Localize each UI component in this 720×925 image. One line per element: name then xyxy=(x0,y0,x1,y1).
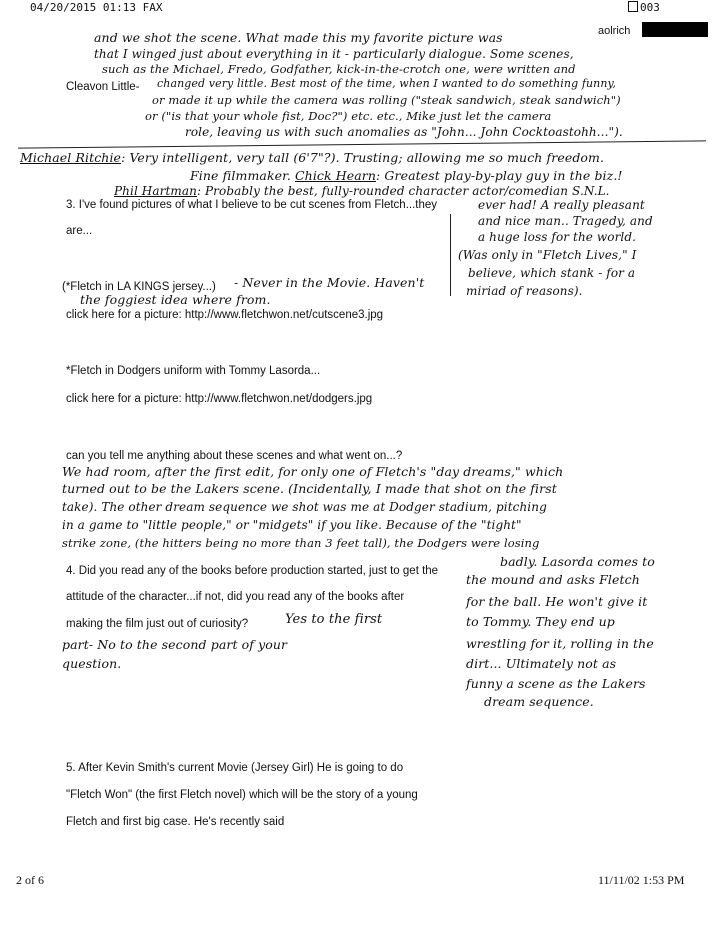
side-note-border xyxy=(450,214,451,296)
side-note-line-5: believe, which stank - for a xyxy=(468,266,636,280)
hand-answer-line-1: We had room, after the first edit, for only one of Fletch's "day dreams," which xyxy=(62,464,564,479)
q4-line-3: making the film just out of curiosity? xyxy=(66,618,249,630)
ritchie-line xyxy=(20,150,604,165)
hand-intro-line-4: changed very little. Best most of the time, when I wanted to do something funny, xyxy=(157,77,616,90)
scenes-question: can you tell me anything about these scenes and what went on...? xyxy=(66,450,403,462)
side-note-line-1: ever had! A really pleasant xyxy=(478,198,645,212)
side-note-line-4: (Was only in "Fletch Lives," I xyxy=(458,248,637,262)
side-note-line-2: and nice man.. Tragedy, and xyxy=(478,214,653,228)
fax-datetime: 04/20/2015 01:13 FAX xyxy=(30,1,163,14)
q3-line-1: 3. I've found pictures of what I believe to be cut scenes from Fletch...they xyxy=(66,199,438,211)
footer-page-count: 2 of 6 xyxy=(16,873,44,887)
footer-datetime: 11/11/02 1:53 PM xyxy=(598,873,685,887)
chick-hearn-text: : Greatest play-by-play guy in the biz.! xyxy=(376,168,623,183)
fax-page-code xyxy=(628,1,660,14)
dodgers-link[interactable]: click here for a picture: http://www.fletchwon.net/dodgers.jpg xyxy=(66,393,373,405)
hartman-text: : Probably the best, fully-rounded character actor/comedian S.N.L. xyxy=(196,184,610,198)
right-col-line-1: badly. Lasorda comes to xyxy=(500,554,655,569)
fax-page-number: 003 xyxy=(640,1,660,14)
ritchie-name: Michael Ritchie xyxy=(20,150,122,165)
q5-line-1: 5. After Kevin Smith's current Movie (Jersey Girl) He is going to do xyxy=(66,762,404,774)
side-note-line-6: miriad of reasons). xyxy=(466,284,583,298)
right-col-line-8: dream sequence. xyxy=(484,694,594,709)
lakings-typed: (*Fletch in LA KINGS jersey...) xyxy=(62,281,216,293)
q4-answer-line-2: part- No to the second part of your xyxy=(62,637,288,652)
filmmaker-line xyxy=(190,168,623,183)
hand-intro-line-5: or made it up while the camera was rolling ("steak sandwich, steak sandwich") xyxy=(152,93,621,107)
q3-line-2: are... xyxy=(66,225,93,237)
q5-line-2: "Fletch Won" (the first Fletch novel) which will be the story of a young xyxy=(66,789,418,801)
filmmaker-lead: Fine filmmaker. xyxy=(190,168,291,183)
hand-intro-line-3: such as the Michael, Fredo, Godfather, kick-in-the-crotch one, were written and xyxy=(102,62,576,76)
q4-line-2: attitude of the character...if not, did you read any of the books after xyxy=(66,591,405,603)
hartman-name: Phil Hartman xyxy=(114,184,197,198)
divider-line xyxy=(18,140,706,148)
right-col-line-2: the mound and asks Fletch xyxy=(466,572,640,587)
right-col-line-3: for the ball. He won't give it xyxy=(466,594,648,609)
dodgers-title: *Fletch in Dodgers uniform with Tommy Lasorda... xyxy=(66,365,321,377)
right-col-line-7: funny a scene as the Lakers xyxy=(466,676,646,691)
q4-answer-line-3: question. xyxy=(62,656,122,671)
q5-line-3: Fletch and first big case. He's recently said xyxy=(66,816,285,828)
right-col-line-4: to Tommy. They end up xyxy=(466,614,615,629)
chick-hearn-name: Chick Hearn xyxy=(295,168,377,183)
redaction-box xyxy=(642,22,708,37)
cleavon-label: Cleavon Little- xyxy=(66,81,140,93)
side-note-line-3: a huge loss for the world. xyxy=(478,230,637,244)
ritchie-text: : Very intelligent, very tall (6'7"?). Trusting; allowing me so much freedom. xyxy=(121,150,605,165)
hand-intro-line-6: or ("is that your whole fist, Doc?") etc. etc., Mike just let the camera xyxy=(145,109,552,123)
hand-answer-line-2: turned out to be the Lakers scene. (Incidentally, I made that shot on the first xyxy=(62,481,557,496)
q4-line-1: 4. Did you read any of the books before production started, just to get the xyxy=(66,565,439,577)
lakings-hand-2: the foggiest idea where from. xyxy=(80,292,271,307)
lakings-hand-1: - Never in the Movie. Haven't xyxy=(234,275,425,290)
hand-answer-line-5: strike zone, (the hitters being no more than 3 feet tall), the Dodgers were losing xyxy=(62,536,540,550)
right-col-line-5: wrestling for it, rolling in the xyxy=(466,636,654,651)
hand-intro-line-2: that I winged just about everything in it - particularly dialogue. Some scenes, xyxy=(94,47,574,61)
right-col-line-6: dirt... Ultimately not as xyxy=(466,656,617,671)
q4-answer-line-1: Yes to the first xyxy=(285,612,383,627)
hand-intro-line-7: role, leaving us with such anomalies as "John... John Cocktoastohh..."). xyxy=(185,125,623,139)
hand-intro-line-1: and we shot the scene. What made this my favorite picture was xyxy=(94,30,503,45)
hartman-line xyxy=(114,184,610,199)
fax-page-icon xyxy=(628,1,638,12)
hand-answer-line-3: take). The other dream sequence we shot was me at Dodger stadium, pitching xyxy=(62,500,547,514)
hand-answer-line-4: in a game to "little people," or "midgets" if you like. Because of the "tight" xyxy=(62,518,522,532)
user-label: aolrich xyxy=(598,25,631,37)
cutscene-link[interactable]: click here for a picture: http://www.fletchwon.net/cutscene3.jpg xyxy=(66,309,384,321)
